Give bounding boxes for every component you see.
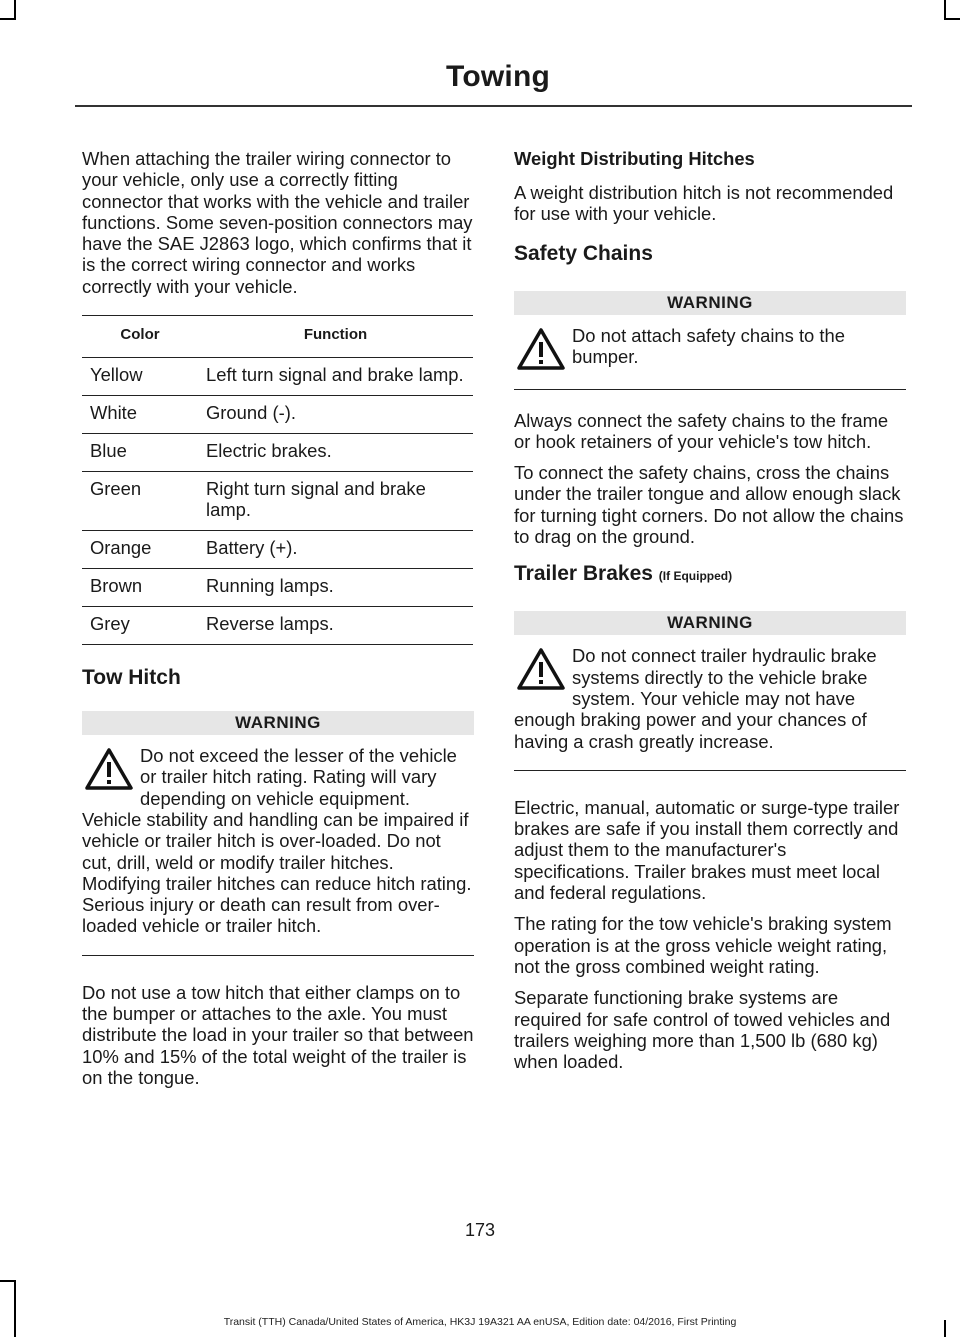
warning-text: Do not exceed the lesser of the vehicle or trailer hitch rating. Rating will vary depending on vehicle equipment. Vehicle stability and handling can be impaired if vehicle or trailer hitch is over-loaded. Do not cut, drill, weld or modify trailer hitches. Modifying trailer hitches can reduce hitch rating. Serious injury or death can result from over-loaded vehicle or trailer hitch.: [82, 745, 472, 937]
table-row: [82, 531, 473, 569]
trailer-brakes-warning: [514, 635, 906, 770]
color-cell: Blue: [82, 434, 198, 472]
crop-mark: [944, 18, 960, 20]
weight-distributing-paragraph: A weight distribution hitch is not recommended for use with your vehicle.: [514, 182, 894, 225]
tow-hitch-warning: [82, 735, 474, 956]
table-header-function: Function: [198, 316, 473, 358]
warning-triangle-icon: [84, 747, 134, 791]
warning-text: Do not attach safety chains to the bumper.: [572, 324, 845, 367]
table-header-color: Color: [82, 316, 198, 358]
color-cell: Orange: [82, 531, 198, 569]
page-number: 173: [464, 1220, 496, 1240]
tow-hitch-paragraph: Do not use a tow hitch that either clamps on to the bumper or attaches to the axle. You must distribute the load in your trailer so that between 10% and 15% of the total weight of the trailer is on the tongue.: [82, 981, 474, 1088]
table-row: [82, 472, 473, 531]
table-header-row: [82, 316, 473, 358]
footer-text: Transit (TTH) Canada/United States of America, HK3J 19A321 AA enUSA, Edition date: 04/2016, First Printing: [223, 1316, 737, 1328]
color-cell: Yellow: [82, 358, 198, 396]
function-cell: Running lamps.: [198, 569, 473, 607]
function-cell: Ground (-).: [198, 396, 473, 434]
safety-paragraph-2: To connect the safety chains, cross the chains under the trailer tongue and allow enough slack for turning tight corners. Do not allow the chains to drag on the ground.: [514, 462, 904, 548]
table-row: [82, 358, 473, 396]
if-equipped-tag: (If Equipped): [658, 569, 733, 584]
trailer-brakes-title: Trailer Brakes: [514, 562, 653, 586]
safety-chains-heading: Safety Chains: [514, 241, 653, 265]
crop-mark: [0, 1280, 16, 1282]
table-row: [82, 434, 473, 472]
color-cell: Brown: [82, 569, 198, 607]
brakes-paragraph-3: Separate functioning brake systems are required for safe control of towed vehicles and trailers weighing more than 1,500 lb (680 kg) when loaded.: [514, 987, 891, 1073]
table-row: [82, 396, 473, 434]
intro-paragraph: When attaching the trailer wiring connector to your vehicle, only use a correctly fitting connector that works with the vehicle and trailer functions. Some seven-position connectors may have the SAE J2863 logo, which confirms that it is the correct wiring connector and works correctly with your vehicle.: [82, 148, 473, 297]
function-cell: Left turn signal and brake lamp.: [198, 358, 473, 396]
right-column: [514, 148, 906, 1082]
brakes-paragraph-2: The rating for the tow vehicle's braking system operation is at the gross vehicle weight rating, not the gross combined weight rating.: [514, 913, 892, 977]
crop-mark: [14, 1280, 16, 1337]
table-row: [82, 569, 473, 607]
function-cell: Electric brakes.: [198, 434, 473, 472]
crop-mark: [944, 0, 946, 20]
page-title: Towing: [446, 60, 550, 93]
wiring-table: [82, 315, 473, 645]
warning-triangle-icon: [516, 647, 566, 691]
function-cell: Battery (+).: [198, 531, 473, 569]
tow-hitch-heading: Tow Hitch: [82, 666, 181, 690]
color-cell: Green: [82, 472, 198, 531]
function-cell: Right turn signal and brake lamp.: [198, 472, 473, 531]
trailer-brakes-heading: [514, 561, 906, 589]
safety-paragraph-1: Always connect the safety chains to the frame or hook retainers of your vehicle's tow hitch.: [514, 409, 889, 452]
warning-triangle-icon: [516, 327, 566, 371]
warning-text: Do not connect trailer hydraulic brake systems directly to the vehicle brake system. Your vehicle may not have enough braking power and your chances of having a crash greatly increase.: [514, 645, 877, 752]
color-cell: Grey: [82, 607, 198, 645]
left-column: [82, 148, 474, 1098]
warning-bar: WARNING: [82, 711, 474, 735]
color-cell: White: [82, 396, 198, 434]
header-divider: [75, 105, 912, 107]
crop-mark: [14, 0, 16, 20]
warning-bar: WARNING: [514, 291, 906, 315]
crop-mark: [0, 18, 16, 20]
table-row: [82, 607, 473, 645]
warning-bar: WARNING: [514, 611, 906, 635]
function-cell: Reverse lamps.: [198, 607, 473, 645]
safety-chains-warning: [514, 315, 906, 390]
weight-distributing-heading: Weight Distributing Hitches: [514, 148, 755, 169]
brakes-paragraph-1: Electric, manual, automatic or surge-type trailer brakes are safe if you install them correctly and adjust them to the manufacturer's specifications. Trailer brakes must meet local and federal regulations.: [514, 796, 900, 904]
